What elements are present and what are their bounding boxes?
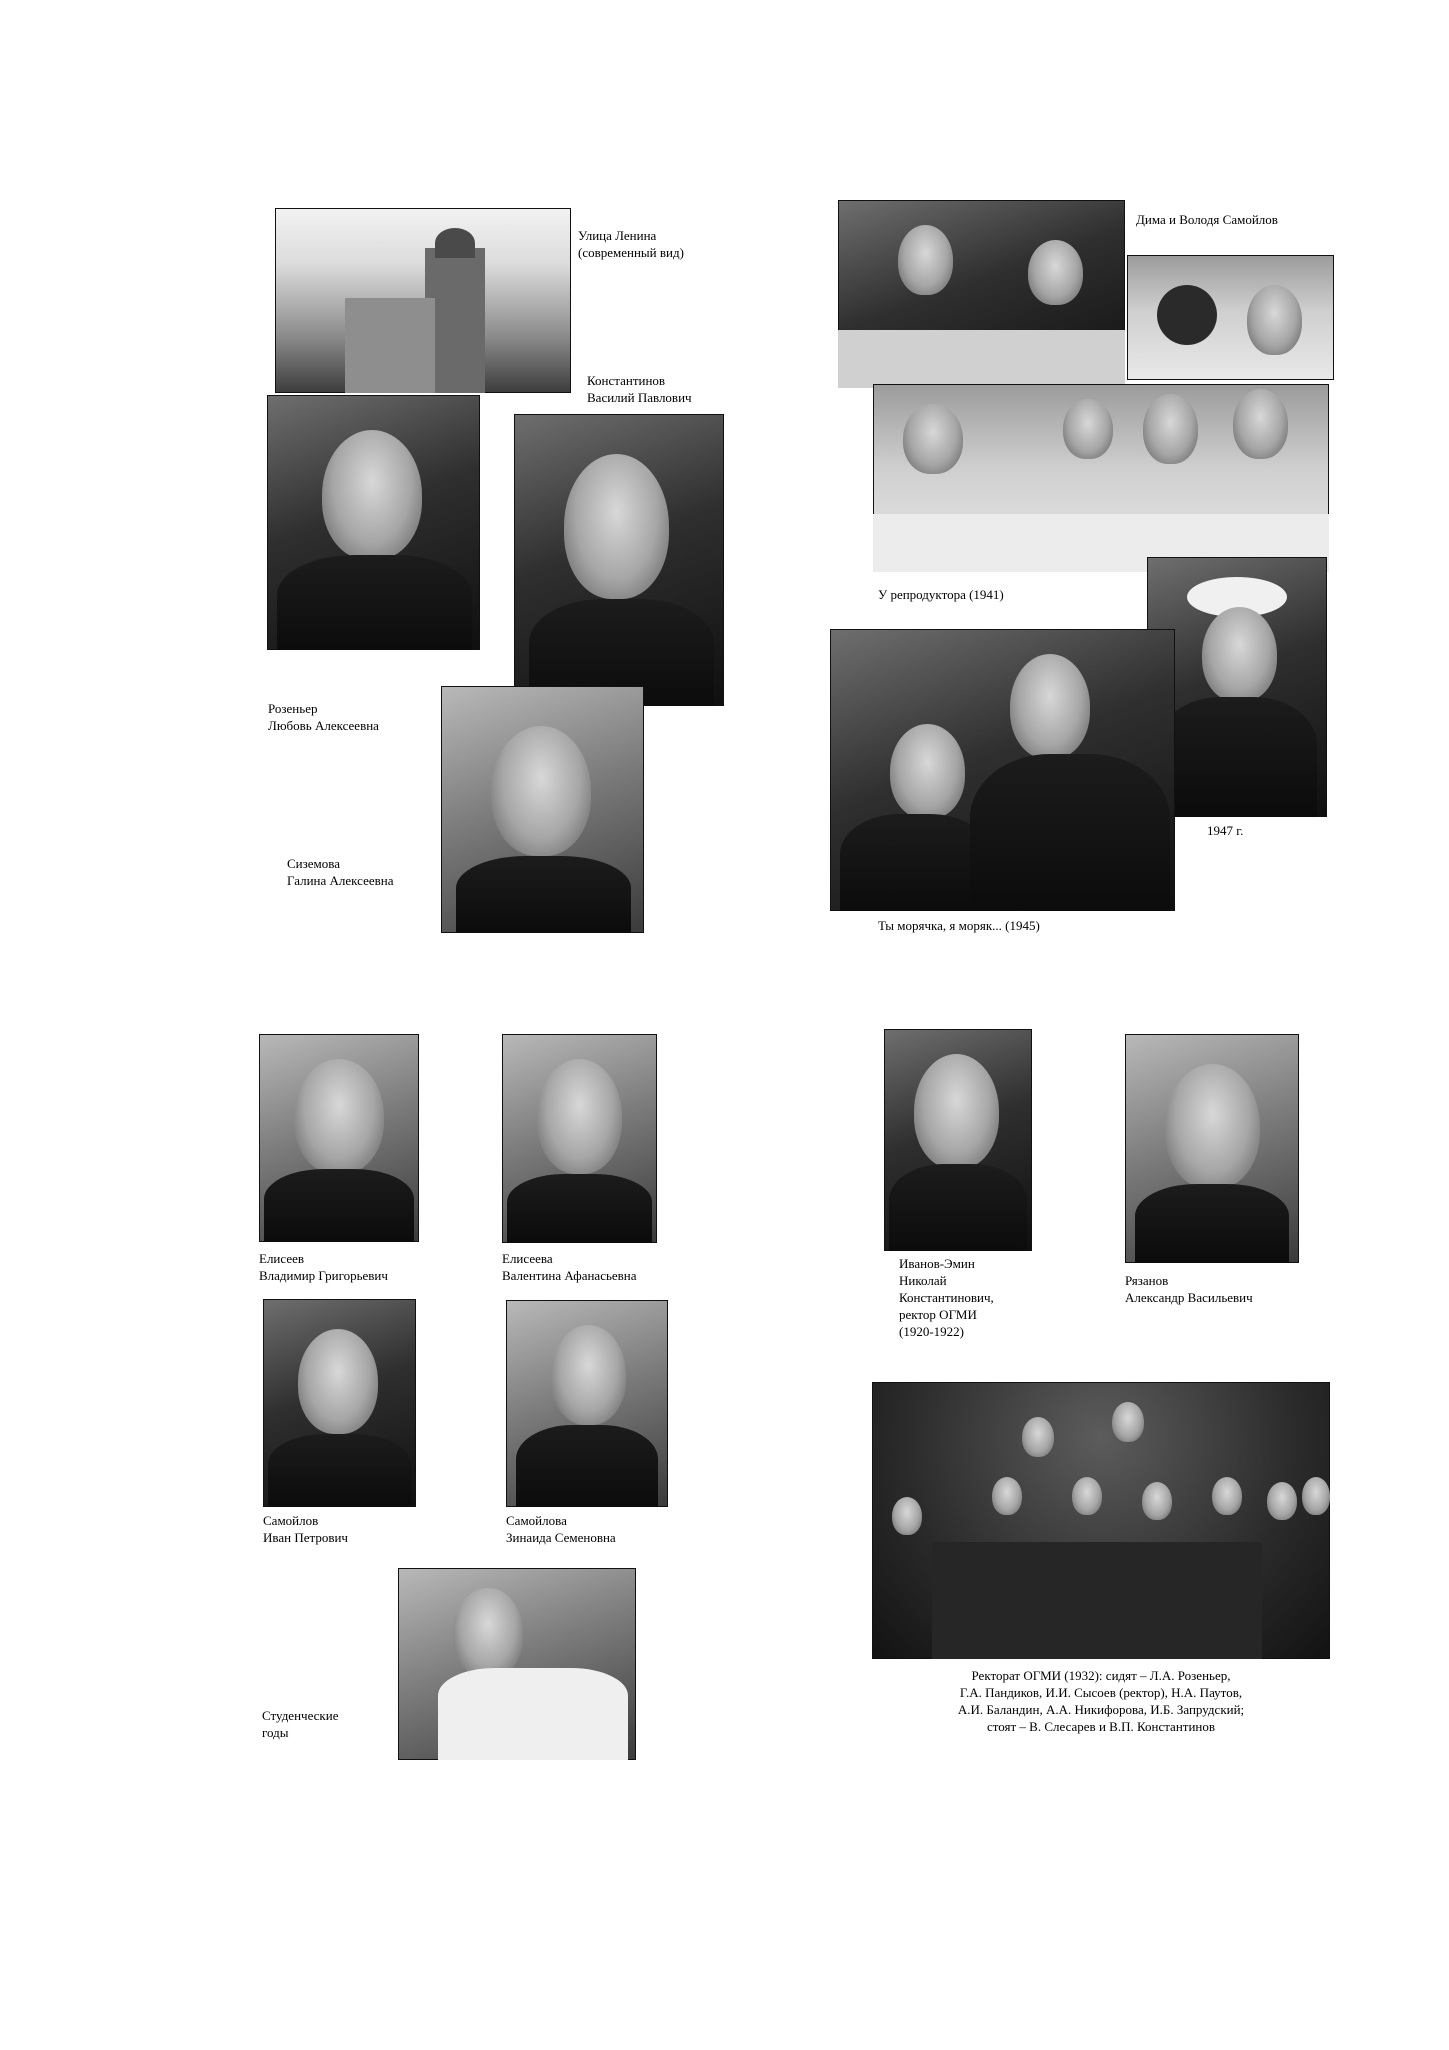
photo-rectorate-1932: [872, 1382, 1330, 1659]
photo-konstantinov: [514, 414, 724, 706]
photo-samoilova: [506, 1300, 668, 1507]
caption-ivanov-emin: Иванов-Эмин Николай Константинович, ректор ОГМИ (1920-1922): [899, 1256, 994, 1339]
caption-rectorate-1932: Ректорат ОГМИ (1932): сидят – Л.А. Розеньер, Г.А. Пандиков, И.И. Сысоев (ректор), Н.А. Паутов, А.И. Баландин, А.А. Никифорова, И.Б. Запрудский; стоят – В. Слесарев и В.П. Константинов: [957, 1668, 1245, 1734]
caption-ryazanov: Рязанов Александр Васильевич: [1125, 1273, 1253, 1305]
caption-lenin-street: Улица Ленина (современный вид): [578, 228, 684, 260]
caption-sizemova: Сиземова Галина Алексеевна: [287, 856, 394, 888]
photo-student-years: [398, 1568, 636, 1760]
photo-ivanov-emin: [884, 1029, 1032, 1251]
photo-eliseeva: [502, 1034, 657, 1243]
photo-ryazanov: [1125, 1034, 1299, 1263]
photo-sailors-1945: [830, 629, 1175, 911]
caption-student-years: Студенческие годы: [262, 1708, 339, 1740]
caption-eliseeva: Елисеева Валентина Афанасьевна: [502, 1251, 637, 1283]
caption-samoilov: Самойлов Иван Петрович: [263, 1513, 348, 1545]
caption-rozenier: Розеньер Любовь Алексеевна: [268, 701, 379, 733]
photo-samoilov: [263, 1299, 416, 1507]
photo-eliseev: [259, 1034, 419, 1242]
photo-rozenier: [267, 395, 480, 650]
caption-dima-volodya: Дима и Володя Самойлов: [1136, 212, 1278, 227]
caption-1947: 1947 г.: [1207, 823, 1244, 838]
photo-reproductor-room: [1127, 255, 1334, 380]
caption-sailors-1945: Ты морячка, я моряк... (1945): [878, 918, 1040, 933]
caption-konstantinov: Константинов Василий Павлович: [587, 373, 692, 405]
photo-sizemova: [441, 686, 644, 933]
photo-reproductor-family: [873, 384, 1329, 572]
photo-lenin-street: [275, 208, 571, 393]
photo-dima-volodya: [838, 200, 1125, 388]
caption-eliseev: Елисеев Владимир Григорьевич: [259, 1251, 388, 1283]
caption-reproductor: У репродуктора (1941): [878, 587, 1004, 602]
caption-samoilova: Самойлова Зинаида Семеновна: [506, 1513, 616, 1545]
